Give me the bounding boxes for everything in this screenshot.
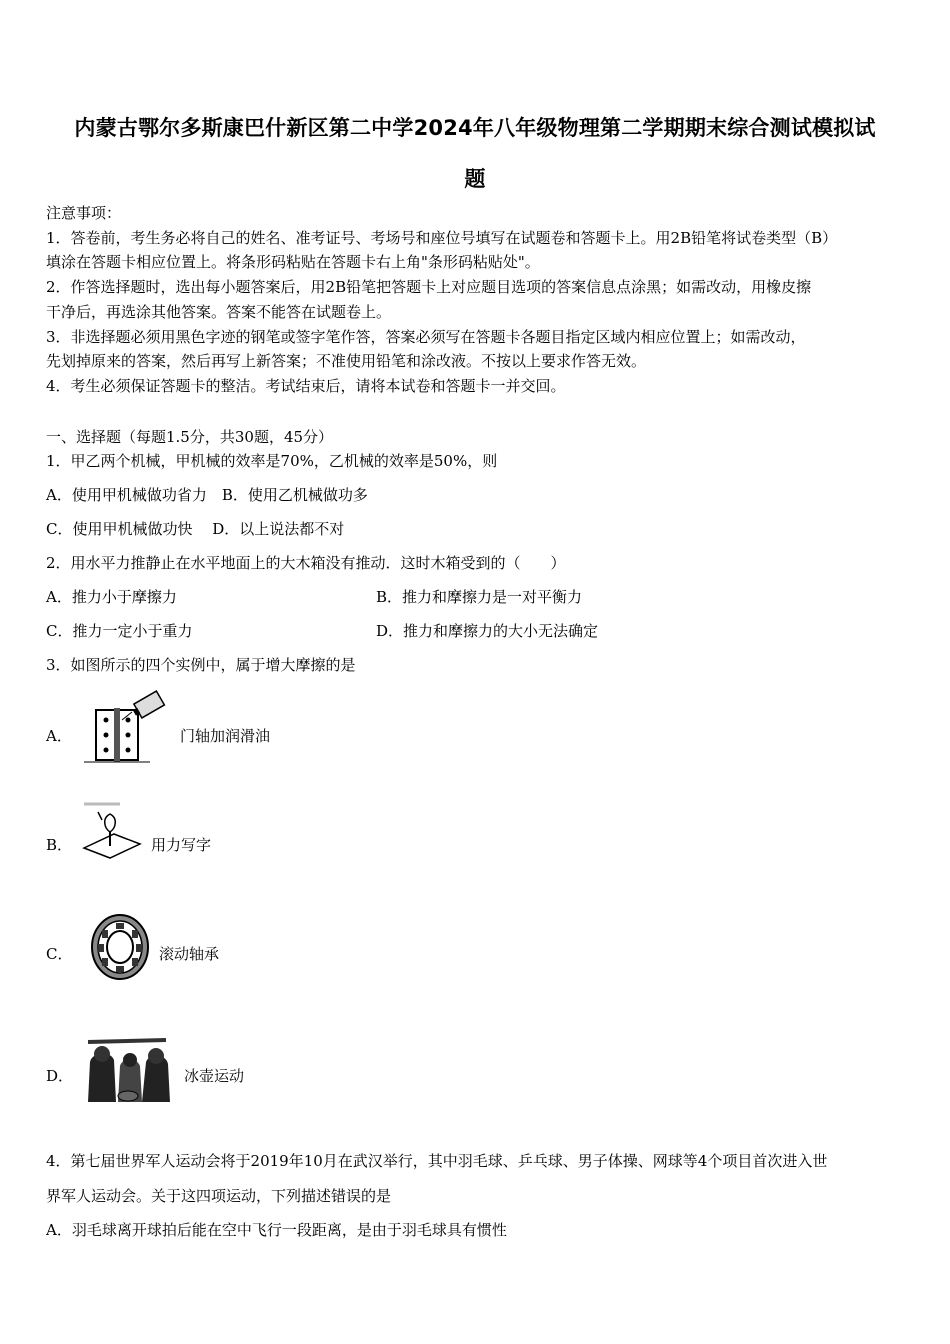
question-3-option-b-letter: B． xyxy=(46,836,73,854)
notice-line: 1．答卷前，考生务必将自己的姓名、准考证号、考场号和座位号填写在试题卷和答题卡上。用2B铅笔将试卷类型（B） xyxy=(46,229,838,247)
question-3-option-d-text: 冰壶运动 xyxy=(184,1067,245,1085)
notice-line: 4．考生必须保证答题卡的整洁。考试结束后，请将本试卷和答题卡一并交回。 xyxy=(46,377,566,395)
question-4-option-a: A．羽毛球离开球拍后能在空中飞行一段距离，是由于羽毛球具有惯性 xyxy=(46,1221,507,1239)
question-2-option-a: A．推力小于摩擦力 xyxy=(46,588,177,606)
notice-line: 先划掉原来的答案，然后再写上新答案；不准使用铅笔和涂改液。不按以上要求作答无效。 xyxy=(46,352,647,370)
question-1-stem: 1．甲乙两个机械，甲机械的效率是70%，乙机械的效率是50%，则 xyxy=(46,452,498,470)
question-1-options-row2: C．使用甲机械做功快 D．以上说法都不对 xyxy=(46,520,345,538)
door-hinge-oil-icon xyxy=(80,690,170,770)
notice-line: 干净后，再选涂其他答案。答案不能答在试题卷上。 xyxy=(46,303,392,321)
question-3-option-c-letter: C． xyxy=(46,945,73,963)
question-3-option-a-text: 门轴加润滑油 xyxy=(180,727,271,745)
section-heading: 一、选择题（每题1.5分，共30题，45分） xyxy=(46,428,334,446)
ball-bearing-icon xyxy=(88,912,152,982)
question-3-option-c-text: 滚动轴承 xyxy=(159,945,220,963)
notice-heading: 注意事项： xyxy=(46,204,122,222)
question-3-option-a-letter: A． xyxy=(46,727,72,745)
hand-writing-icon xyxy=(80,798,144,862)
notice-line: 填涂在答题卡相应位置上。将条形码粘贴在答题卡右上角"条形码粘贴处"。 xyxy=(46,253,540,271)
question-3-option-b-text: 用力写字 xyxy=(151,836,212,854)
question-2-option-c: C．推力一定小于重力 xyxy=(46,622,193,640)
question-2-stem: 2．用水平力推静止在水平地面上的大木箱没有推动．这时木箱受到的（ ） xyxy=(46,554,566,572)
question-1-options-row1: A．使用甲机械做功省力 B．使用乙机械做功多 xyxy=(46,486,368,504)
curling-icon xyxy=(80,1032,174,1106)
exam-title-line2: 题 xyxy=(464,167,486,191)
question-2-option-b: B．推力和摩擦力是一对平衡力 xyxy=(376,588,583,606)
question-4-stem-line1: 4．第七届世界军人运动会将于2019年10月在武汉举行，其中羽毛球、乒乓球、男子体操、网球等4个项目首次进入世 xyxy=(46,1152,828,1170)
notice-line: 3．非选择题必须用黑色字迹的钢笔或签字笔作答，答案必须写在答题卡各题目指定区域内相应位置上；如需改动， xyxy=(46,328,806,346)
question-2-option-d: D．推力和摩擦力的大小无法确定 xyxy=(376,622,599,640)
question-3-option-d-letter: D． xyxy=(46,1067,74,1085)
notice-line: 2．作答选择题时，选出每小题答案后，用2B铅笔把答题卡上对应题目选项的答案信息点涂黑；如需改动，用橡皮擦 xyxy=(46,278,812,296)
exam-title-line1: 内蒙古鄂尔多斯康巴什新区第二中学2024年八年级物理第二学期期末综合测试模拟试 xyxy=(74,116,876,140)
question-3-stem: 3．如图所示的四个实例中，属于增大摩擦的是 xyxy=(46,656,356,674)
question-4-stem-line2: 界军人运动会。关于这四项运动，下列描述错误的是 xyxy=(46,1187,392,1205)
